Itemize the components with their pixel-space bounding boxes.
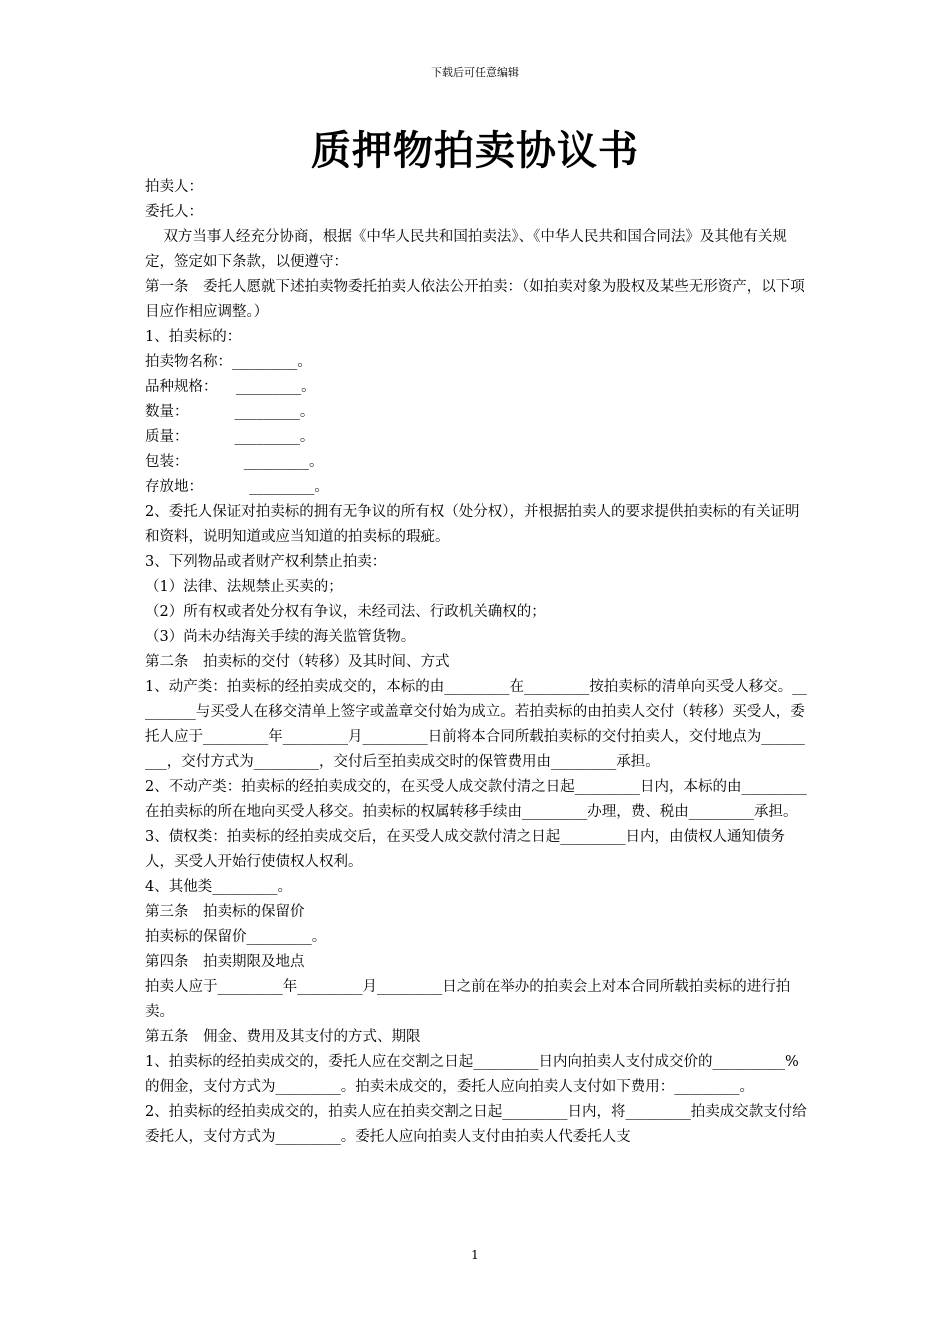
auction-subject-heading: 1、拍卖标的：	[145, 329, 242, 345]
party-consignor-line: 委托人：	[145, 204, 203, 220]
ownership-guarantee-paragraph: 2、委托人保证对拍卖标的拥有无争议的所有权（处分权），并根据拍卖人的要求提供拍卖标的有关证明和资料，说明知道或应当知道的拍卖标的瑕疵。	[145, 504, 800, 545]
page-number: 1	[471, 1248, 479, 1262]
article-1-heading: 第一条 委托人愿就下述拍卖物委托拍卖人依法公开拍卖：（如拍卖对象为股权及某些无形资产，以下项目应作相应调整。）	[145, 279, 805, 320]
document-title: 质押物拍卖协议书	[311, 127, 639, 174]
auction-deadline-paragraph: 拍卖人应于_________年_________月_________日之前在举办的拍卖会上对本合同所载拍卖标的进行拍卖。	[145, 979, 791, 1020]
item-name-line: 拍卖物名称：_________。	[145, 354, 312, 370]
document-body	[145, 175, 810, 1150]
reserve-price-line: 拍卖标的保留价_________。	[145, 929, 327, 945]
preamble-paragraph: 双方当事人经充分协商，根据《中华人民共和国拍卖法》、《中华人民共和国合同法》及其他有关规定，签定如下条款，以便遵守：	[145, 229, 787, 270]
item-packaging-line: 包装： _________。	[145, 454, 324, 470]
article-2-heading: 第二条 拍卖标的交付（转移）及其时间、方式	[145, 654, 450, 670]
other-category-line: 4、其他类_________。	[145, 879, 292, 895]
item-location-line: 存放地： _________。	[145, 479, 329, 495]
item-quantity-line: 数量： _________。	[145, 404, 315, 420]
real-estate-paragraph: 2、不动产类：拍卖标的经拍卖成交的，在买受人成交款付清之日起_________日内，本标的由_________在拍卖标的所在地向买受人移交。拍卖标的权属转移手续由_________办理，费、税由_________承担。	[145, 779, 807, 820]
article-3-heading: 第三条 拍卖标的保留价	[145, 904, 305, 920]
claims-paragraph: 3、债权类：拍卖标的经拍卖成交后，在买受人成交款付清之日起_________日内，由债权人通知债务人，买受人开始行使债权人权利。	[145, 829, 785, 870]
prohibited-items-heading: 3、下列物品或者财产权利禁止拍卖：	[145, 554, 387, 570]
commission-paragraph: 1、拍卖标的经拍卖成交的，委托人应在交割之日起_________日内向拍卖人支付成交价的__________%的佣金，支付方式为_________。拍卖未成交的，委托人应向拍卖人支付如下费用：_________。	[145, 1054, 799, 1095]
item-spec-line: 品种规格： _________。	[145, 379, 316, 395]
prohibited-item-2: （2）所有权或者处分权有争议，未经司法、行政机关确权的；	[145, 604, 546, 620]
prohibited-item-1: （1）法律、法规禁止买卖的；	[145, 579, 343, 595]
payment-paragraph: 2、拍卖标的经拍卖成交的，拍卖人应在拍卖交割之日起_________日内，将_________拍卖成交款支付给委托人，支付方式为_________。委托人应向拍卖人支付由拍卖人代委托人支	[145, 1104, 807, 1145]
movable-property-paragraph: 1、动产类：拍卖标的经拍卖成交的，本标的由_________在_________按拍卖标的清单向买受人移交。_________与买受人在移交清单上签字或盖章交付始为成立。若拍卖标的由拍卖人交付（转移）买受人，委托人应于_________年_________月_________日前将本合同所载拍卖标的交付拍卖人，交付地点为_________，交付方式为_________，交付后至拍卖成交时的保管费用由_________承担。	[145, 679, 807, 770]
article-5-heading: 第五条 佣金、费用及其支付的方式、期限	[145, 1029, 421, 1045]
prohibited-item-3: （3）尚未办结海关手续的海关监管货物。	[145, 629, 416, 645]
page-header: 下载后可任意编辑	[431, 66, 519, 79]
party-auctioneer-line: 拍卖人：	[145, 179, 203, 195]
article-4-heading: 第四条 拍卖期限及地点	[145, 954, 305, 970]
item-quality-line: 质量： _________。	[145, 429, 315, 445]
